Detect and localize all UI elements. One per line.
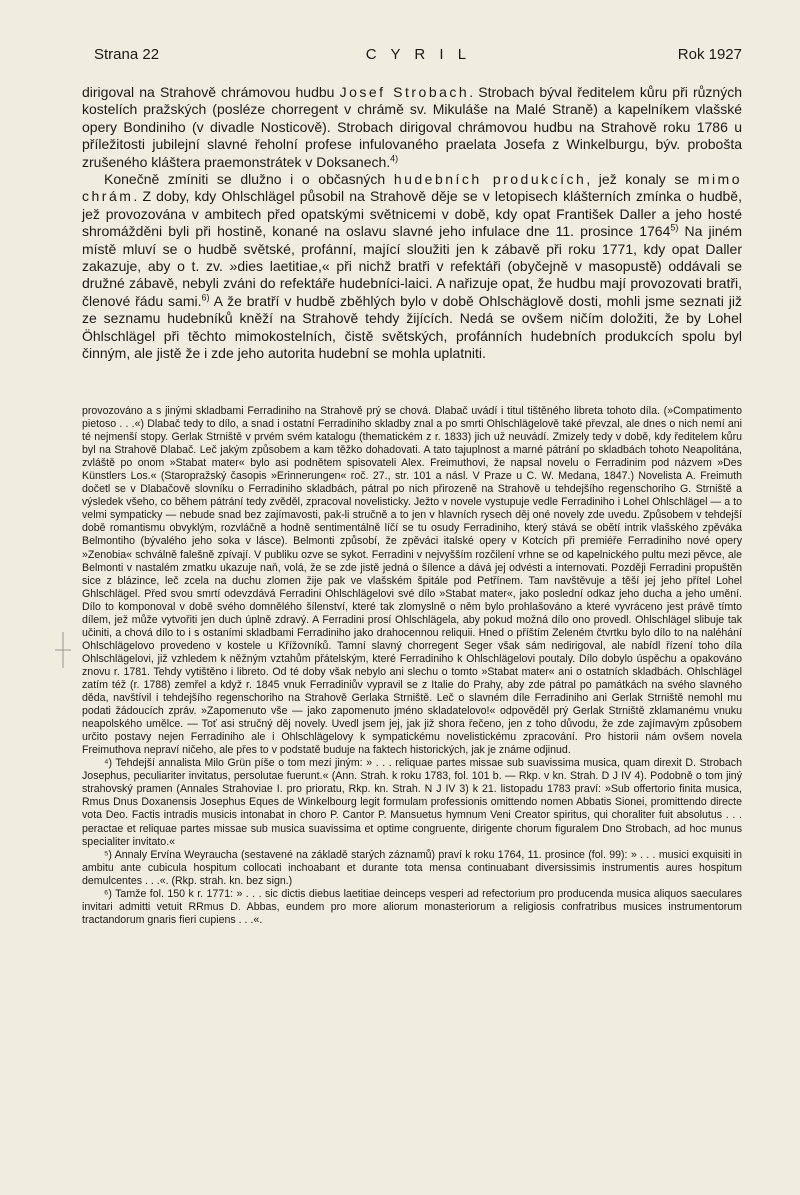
spaced-phrase: hudebních produkcích xyxy=(393,171,587,188)
paragraph-2: Konečně zmíniti se dlužno i o občasných hudebních produkcích, jež konaly se mimo chrám. Z doby, kdy Ohlschlägel působil na Strahově děje se v letopisech klášterních zmínka o hudbě, jež provozována v ambitech před opatskými světnicemi v době, kdy opat František Daller a jeho hosté shromážděni byli při hostině, konané na oslavu slavné jeho infulace dne 11. prosince 1764$^{5)}$ Na jiném místě mluví se o hudbě světské, profánní, mající sloužiti jen k zábavě při roku 1771, kdy opat Daller zakazuje, aby o t. zv. »dies laetitiae,« při nichž bratři v refektáři (obyčejně v masopustě) oddávali se družné zábavě, nebyli zváni do refektáře hudebníci-laici. A nařizuje opat, že hudbu mají provozovati bratři, členové řádu sami.$^{6)}$ A že bratří v hudbě zběhlých bylo v době Ohlschäglově dosti, mohli jsme seznati již ze seznamu hudebníků kněží na Strahově tehdy žijících. Nedá se ovšem ničím doložiti, že by Lohel Öhlschlägel při těchto mimokostelních, čistě světských, profánních hudebních produkcích spolu byl činným, ale jistě že i zde jeho autorita hudební se mohla uplatniti. xyxy=(82,171,743,362)
spaced-name: Josef Strobach xyxy=(339,84,470,100)
footnote-ref: 5) xyxy=(670,222,679,233)
footnotes xyxy=(82,405,742,927)
footnote-ref: 6) xyxy=(201,292,210,303)
journal-title: C Y R I L xyxy=(365,46,472,63)
footnote-continuation: provozováno a s jinými skladbami Ferradiniho na Strahově prý se chová. Dlabač uvádí i titul tištěného libreta tohoto díla. (»Compatimento pietoso . . .«) Dlabač tedy to dílo, a snad i ostatní Ferradiniho skladby znal a po smrti Ohlschlägelově také převzal, ale dnes o nich nemí ani té nejmenší stopy. Gerlak Strniště v prvém svém katalogu (thematickém z r. 1833) jich už neuvádí. Zmizely tedy v době, kdy ředitelem kůru byl na Strahově Dlabač. Leč jakým způsobem a kam těžko dohadovati. A tato tajuplnost a marné pátrání po skladbách tohoto Neapolitána, zvláště po onom »Stabat mater« bylo asi podnětem spisovateli Alex. Freimuthovi, že napsal novelu o Ferradinim pod názvem »Des Künstlers Los.« (Staropražský časopis »Erinnerungen« roč. 27., str. 101 a násl. V Praze u C. W. Medana, 1847.) Novelista A. Freimuth dočetl se v Dlabačově slovníku o Ferradiniho skladbách, pátral po nich přirozeně na Strahově u tehdejšího regenschoriho G. Strniště a výsledek všeho, co během pátrání tedy zvěděl, zpracoval novelisticky. Ježto v novele vystupuje vedle Ferradiniho i Lohel Ohlschlägel — a to velmi sympaticky — nebude snad bez zajímavosti, pak-li stručně a to jen v hlavních rysech děj oné novely zde uvedu. Způsobem v tehdejší době romantismu obvyklým, rozvláčně a hodně sentimentálně líčí se tu osudy Ferradiniho, který stává se obětí intrik vlašského zpěváka Belmontiho (bývalého jeho soka v lásce). Belmonti způsobí, že zpěváci italské opery v Kotcích při premiéře Ferradiniho nové opery »Zenobia« schválně falešně zpívají. V publiku ozve se sykot. Ferradini v nejvyšším rozčilení vrhne se od kapelnického pultu mezi pěvce, ale Belmonti v nastalém zmatku ukazuje naň, volá, že se zde jistě jedná o šílence a dává jej odvésti a internovati. Později Ferradini propuštěn sice z blázince, leč zcela na duchu zlomen žije pak ve vlašském špitále pod Petřínem. Tam navštěvuje a těší jej jeho přítel Lohel Ghlschlägel. Před svou smrtí odevzdává Ferradini Ohlschlägelovi své dílo »Stabat mater«, jako poslední odkaz jeho ducha a jeho umění. Dílo to komponoval v době svého domnělého šílenství, které tak zlomyslně o něm bylo prohlašováno a které vyvráceno jest právě tímto dílem, jež může vytvořiti jen duch úplně zdravý. A Ferradini prosí Ohlschlägela, aby pokud možná dílo ono provedl. Ohlschlägel slibuje tak učiniti, a chová dílo to i s ostaními skladbami Ferradiniho jako drahocennou reliquii. Hned o příštím Zeleném čtvrtku bylo dílo to na naléhání Ohlschlägelovo provedeno v kostele u Křížovníků. Tamní slavný chorregent Seger však sám nedirigoval, ale nabídl řízení toho díla Ohlschlägelovi, již vzhledem k něžným vztahům přátelským, které Ferradiniho k Ohlschlägelovi poutaly. Dílo dobylo úspěchu a opakováno znovu r. 1781. Tehdy vytištěno i libreto. Od té doby však nebylo ani slechu o tomto »Stabat mater« ani o ostatních skladbách. Ohlschlägel zatím též (r. 1788) zemřel a když r. 1845 vnuk Ferradiniův vypravil se z Italie do Prahy, aby zde pátral po památkách na svého slavného děda, navštívil i tehdejšího regenschoriho na Strahově Gerlaka Strniště. Leč o slavném díle Ferradiniho ani Gerlak Strniště nemohl mu podati žádoucích zpráv. »Zapomenuto vše — jako zapomenuto jméno skladatelovo!« odpověděl prý Gerlak Strniště zklamanému vnuku neapolského umělce. — Toť asi stručný děj novely. Uvedl jsem jej, jak již shora řečeno, jen z toho důvodu, že zde zajímavým způsobem určito postavy nejen Ferradiniho ale i Ohlschlägelovy k sympatickému novelistickému zpracování. Pro historii nám ovšem novela Freimuthova nepraví ničeho, ale přes to v podstatě buduje na faktech historických, jak je známe odjinud. xyxy=(82,405,742,757)
margin-pencil-mark xyxy=(52,630,74,670)
footnote-6: ⁶) Tamže fol. 150 k r. 1771: » . . . sic dictis diebus laetitiae deinceps vesperi ad refectorium pro producenda musica aliquos saeculares invitari admitti vetuit RRmus D. Abbas, eundem pro more aliorum monasteriorum a religiosis confratribus musices instrumentorum tractandorum gnaris fieri cupiens . . .«. xyxy=(82,887,742,926)
year-label: Rok 1927 xyxy=(677,46,742,63)
main-text xyxy=(82,84,742,363)
footnote-4: ⁴) Tehdejší annalista Milo Grün píše o tom mezi jiným: » . . . reliquae partes missae sub suavissima musica, quam direxit D. Strobach Josephus, peculiariter invitatus, persolutae fuerunt.« (Ann. Strah. k roku 1783, fol. 101 b. — Rkp. v kn. Strah. D J IV 4). Podobně o tom jiný strahovský pramen (Annales Strahoviae I. pro prioratu, Rkp. kn. Strah. N J IV 3) k 21. listopadu 1783 praví: »Sub offertorio finita musica, Rmus Dnus Doxanensis Josephus Eques de Winkelbourg legit formulam professionis omittendo nomen Abbatis Sionei, promittendo directe vota Deo. Factis intradis musicis intonabat in choro P. Cantor P. Mansuetus hymnum Veni Creator spiritus, qui choraliter fuit absolutus . . . peractae et reliquae partes missae sub musica suavissima et optime congruente, dirigente chorum figuralem Dno Strobach, ad hoc munus specialiter invitato.« xyxy=(82,757,742,848)
footnote-5: ⁵) Annaly Ervína Weyraucha (sestavené na základě starých záznamů) praví k roku 1764, 11. prosince (fol. 99): » . . . musici exquisiti in ambitu ante cubicula hospitum collocati inchoabant et durante tota mensa continuabant diversissimis instrumentis aures hospitum demulcentes . . .«. (Rkp. strah. kn. bez sign.) xyxy=(82,848,742,887)
paragraph-1: dirigoval na Strahově chrámovou hudbu Josef Strobach. Strobach býval ředitelem kůru při různých kostelích pražských (posléze chorregent v chrámě sv. Mikuláše na Malé Straně) a kapelníkem vlašské opery Bondiniho (v divadle Nosticově). Strobach dirigoval chrámovou hudbu na Strahově roku 1786 u příležitosti jubilejní slavné řeholní profese infulovaného praelata Josefa z Winkelburgu, býv. proboštа zrušeného kláštera praemonstrátek v Doksanech.$^{4)}$ xyxy=(82,84,742,170)
page-number: Strana 22 xyxy=(94,46,160,63)
page-header xyxy=(94,46,742,63)
footnote-ref: 4) xyxy=(390,152,399,163)
spaced-phrase: mimo chrám xyxy=(82,171,743,205)
